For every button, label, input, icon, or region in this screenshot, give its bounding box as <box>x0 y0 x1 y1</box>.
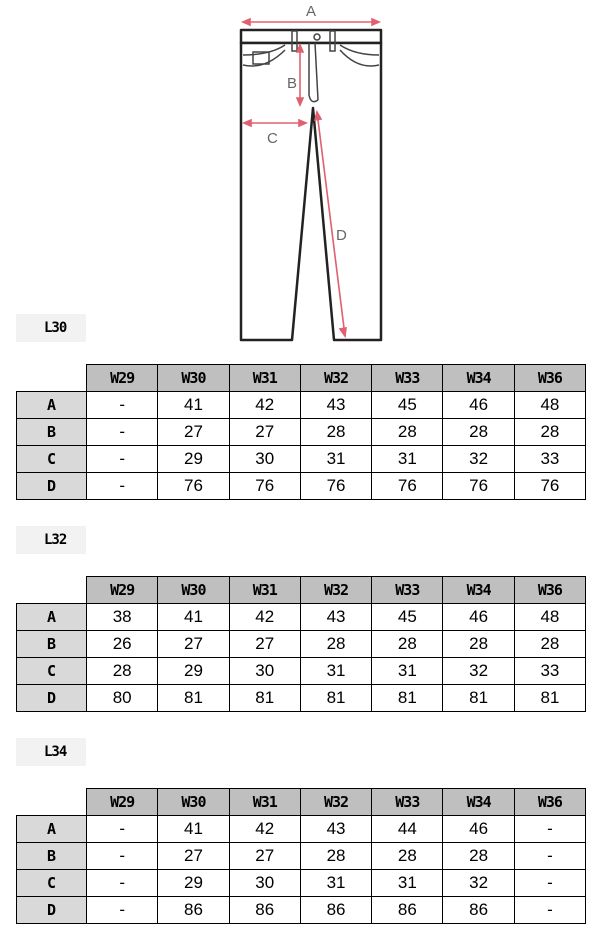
row-header: D <box>17 473 87 500</box>
column-header: W31 <box>229 577 300 604</box>
table-cell: 32 <box>443 870 514 897</box>
table-cell: 45 <box>372 604 443 631</box>
table-cell: 28 <box>87 658 158 685</box>
column-header: W29 <box>87 365 158 392</box>
corner-cell <box>17 365 87 392</box>
label-c: C <box>267 130 278 147</box>
column-header: W34 <box>443 789 514 816</box>
table-cell: 30 <box>229 446 300 473</box>
row-header: D <box>17 685 87 712</box>
row-header: A <box>17 392 87 419</box>
table-cell: 27 <box>229 419 300 446</box>
table-cell: 46 <box>443 816 514 843</box>
table-cell: - <box>514 843 585 870</box>
table-cell: 31 <box>372 658 443 685</box>
table-cell: 76 <box>300 473 371 500</box>
table-row <box>17 685 586 712</box>
table-cell: 81 <box>158 685 229 712</box>
pants-measurement-diagram <box>0 0 600 345</box>
column-header: W34 <box>443 365 514 392</box>
table-cell: 28 <box>372 843 443 870</box>
table-cell: 32 <box>443 446 514 473</box>
header-row <box>17 365 586 392</box>
row-header: A <box>17 604 87 631</box>
column-header: W31 <box>229 789 300 816</box>
table-cell: 28 <box>514 419 585 446</box>
column-header: W30 <box>158 789 229 816</box>
table-row <box>17 658 586 685</box>
table-cell: - <box>87 870 158 897</box>
table-cell: 80 <box>87 685 158 712</box>
table-cell: - <box>87 419 158 446</box>
table-row <box>17 604 586 631</box>
table-row <box>17 473 586 500</box>
column-header: W36 <box>514 789 585 816</box>
table-cell: 81 <box>372 685 443 712</box>
column-header: W30 <box>158 577 229 604</box>
corner-cell <box>17 577 87 604</box>
table-cell: 27 <box>229 843 300 870</box>
row-header: C <box>17 658 87 685</box>
table-row <box>17 392 586 419</box>
table-cell: 28 <box>300 419 371 446</box>
table-cell: 48 <box>514 392 585 419</box>
table-row <box>17 631 586 658</box>
table-cell: 31 <box>300 658 371 685</box>
row-header: B <box>17 631 87 658</box>
table-cell: 86 <box>372 897 443 924</box>
table-cell: 29 <box>158 446 229 473</box>
table-cell: 42 <box>229 604 300 631</box>
column-header: W29 <box>87 789 158 816</box>
size-table-l30 <box>16 364 586 500</box>
table-cell: 76 <box>158 473 229 500</box>
table-cell: 43 <box>300 392 371 419</box>
table-cell: 81 <box>514 685 585 712</box>
table-cell: 42 <box>229 816 300 843</box>
table-cell: 45 <box>372 392 443 419</box>
table-cell: 28 <box>300 631 371 658</box>
table-cell: 42 <box>229 392 300 419</box>
section-label-l34: L34 <box>16 738 86 766</box>
pants-outline <box>241 30 381 340</box>
table-cell: 76 <box>229 473 300 500</box>
header-row <box>17 789 586 816</box>
table-cell: - <box>514 870 585 897</box>
table-cell: 26 <box>87 631 158 658</box>
table-cell: 28 <box>372 631 443 658</box>
table-cell: 31 <box>372 870 443 897</box>
table-cell: 86 <box>443 897 514 924</box>
table-cell: 28 <box>443 631 514 658</box>
table-cell: 28 <box>372 419 443 446</box>
table-cell: 28 <box>300 843 371 870</box>
row-header: B <box>17 419 87 446</box>
column-header: W31 <box>229 365 300 392</box>
table-cell: 27 <box>158 843 229 870</box>
table-cell: 86 <box>300 897 371 924</box>
label-b: B <box>287 75 298 92</box>
table-cell: 81 <box>300 685 371 712</box>
row-header: A <box>17 816 87 843</box>
table-row <box>17 446 586 473</box>
header-row <box>17 577 586 604</box>
table-cell: 33 <box>514 446 585 473</box>
table-cell: 27 <box>158 631 229 658</box>
table-cell: - <box>87 816 158 843</box>
table-cell: 30 <box>229 870 300 897</box>
table-cell: 28 <box>514 631 585 658</box>
table-cell: - <box>87 897 158 924</box>
table-cell: 41 <box>158 392 229 419</box>
column-header: W30 <box>158 365 229 392</box>
column-header: W32 <box>300 789 371 816</box>
table-cell: 28 <box>443 419 514 446</box>
table-cell: - <box>87 473 158 500</box>
column-header: W32 <box>300 365 371 392</box>
table-row <box>17 897 586 924</box>
table-cell: 29 <box>158 870 229 897</box>
label-d: D <box>336 227 347 244</box>
table-cell: 28 <box>443 843 514 870</box>
table-cell: 86 <box>158 897 229 924</box>
size-table-l32 <box>16 576 586 712</box>
table-cell: - <box>87 843 158 870</box>
column-header: W36 <box>514 365 585 392</box>
table-cell: 48 <box>514 604 585 631</box>
table-cell: 46 <box>443 604 514 631</box>
table-row <box>17 419 586 446</box>
table-row <box>17 816 586 843</box>
row-header: C <box>17 870 87 897</box>
table-cell: 43 <box>300 604 371 631</box>
column-header: W33 <box>372 577 443 604</box>
column-header: W33 <box>372 365 443 392</box>
table-cell: 30 <box>229 658 300 685</box>
table-cell: - <box>87 446 158 473</box>
table-cell: 76 <box>443 473 514 500</box>
table-cell: 76 <box>372 473 443 500</box>
table-cell: 86 <box>229 897 300 924</box>
column-header: W33 <box>372 789 443 816</box>
corner-cell <box>17 789 87 816</box>
table-cell: 41 <box>158 604 229 631</box>
column-header: W29 <box>87 577 158 604</box>
table-row <box>17 843 586 870</box>
table-cell: 27 <box>158 419 229 446</box>
row-header: B <box>17 843 87 870</box>
table-cell: 32 <box>443 658 514 685</box>
table-cell: 76 <box>514 473 585 500</box>
table-cell: 31 <box>300 870 371 897</box>
column-header: W36 <box>514 577 585 604</box>
row-header: C <box>17 446 87 473</box>
row-header: D <box>17 897 87 924</box>
table-cell: 38 <box>87 604 158 631</box>
table-cell: 81 <box>229 685 300 712</box>
table-cell: - <box>514 816 585 843</box>
table-cell: 41 <box>158 816 229 843</box>
table-cell: 44 <box>372 816 443 843</box>
table-cell: - <box>87 392 158 419</box>
label-a: A <box>306 3 317 20</box>
column-header: W34 <box>443 577 514 604</box>
table-cell: 31 <box>300 446 371 473</box>
table-cell: 43 <box>300 816 371 843</box>
table-cell: 29 <box>158 658 229 685</box>
size-table-l34 <box>16 788 586 924</box>
table-cell: 81 <box>443 685 514 712</box>
table-cell: 46 <box>443 392 514 419</box>
table-cell: 31 <box>372 446 443 473</box>
section-label-l30: L30 <box>16 314 86 342</box>
column-header: W32 <box>300 577 371 604</box>
table-cell: - <box>514 897 585 924</box>
table-cell: 27 <box>229 631 300 658</box>
table-row <box>17 870 586 897</box>
table-cell: 33 <box>514 658 585 685</box>
section-label-l32: L32 <box>16 526 86 554</box>
